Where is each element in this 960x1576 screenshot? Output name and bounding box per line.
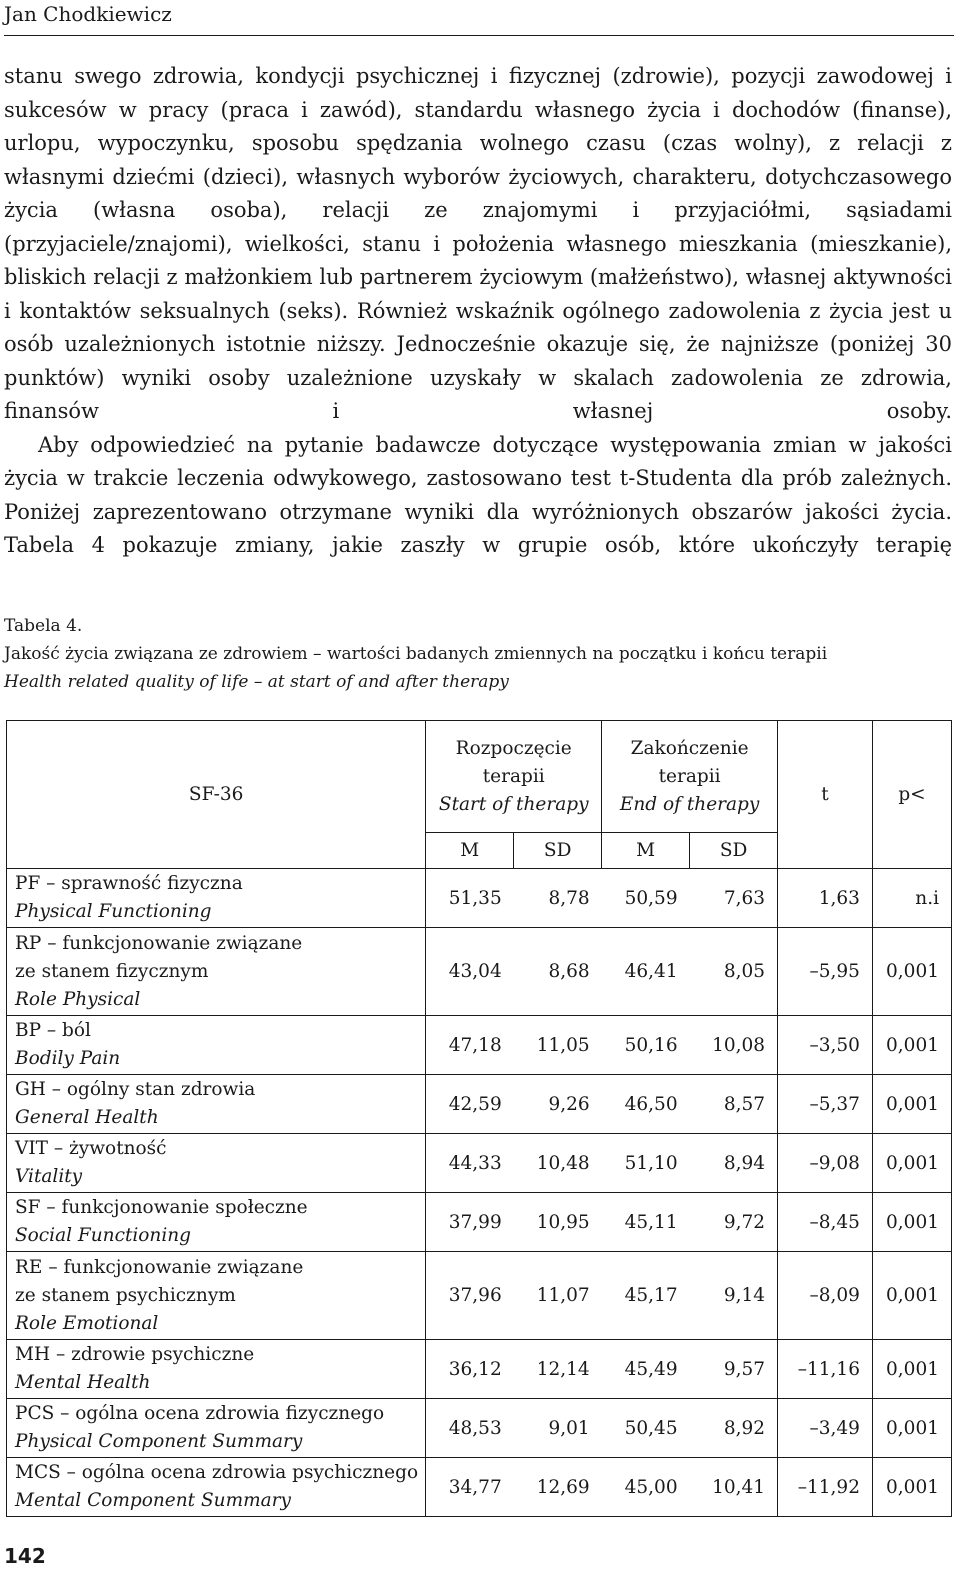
cell-m1: 37,99: [426, 1193, 514, 1252]
table-row: [7, 1399, 952, 1458]
table-row: [7, 1075, 952, 1134]
cell-sd2: 8,92: [690, 1399, 778, 1458]
cell-m2: 45,49: [602, 1340, 690, 1399]
cell-m2: 46,50: [602, 1075, 690, 1134]
cell-p: 0,001: [872, 1252, 951, 1340]
row-label: [7, 1458, 426, 1517]
cell-m1: 36,12: [426, 1340, 514, 1399]
cell-m1: 47,18: [426, 1016, 514, 1075]
table-row: [7, 869, 952, 928]
cell-sd1: 11,07: [514, 1252, 602, 1340]
cell-sd2: 8,57: [690, 1075, 778, 1134]
row-label-pl: MH – zdrowie psychiczne: [15, 1344, 255, 1365]
cell-m1: 44,33: [426, 1134, 514, 1193]
cell-m2: 45,17: [602, 1252, 690, 1340]
cell-p: 0,001: [872, 928, 951, 1016]
cell-p: n.i: [872, 869, 951, 928]
header-t: t: [778, 721, 873, 869]
running-header: [4, 0, 954, 36]
cell-sd2: 9,72: [690, 1193, 778, 1252]
header-start-en: Start of therapy: [438, 793, 589, 815]
cell-sd2: 10,08: [690, 1016, 778, 1075]
cell-m1: 48,53: [426, 1399, 514, 1458]
header-p: p<: [872, 721, 951, 869]
cell-m2: 50,16: [602, 1016, 690, 1075]
header-end-en: End of therapy: [619, 793, 760, 815]
cell-t: 1,63: [778, 869, 873, 928]
cell-m1: 51,35: [426, 869, 514, 928]
cell-m2: 45,00: [602, 1458, 690, 1517]
cell-p: 0,001: [872, 1016, 951, 1075]
cell-p: 0,001: [872, 1193, 951, 1252]
row-label-en: Physical Component Summary: [15, 1431, 303, 1452]
header-sd-start: SD: [514, 833, 602, 869]
cell-p: 0,001: [872, 1075, 951, 1134]
row-label: [7, 1193, 426, 1252]
header-end-pl-2: terapii: [658, 765, 721, 787]
cell-t: –3,49: [778, 1399, 873, 1458]
cell-m1: 37,96: [426, 1252, 514, 1340]
cell-t: –8,45: [778, 1193, 873, 1252]
row-label-pl: ze stanem fizycznym: [15, 960, 209, 982]
cell-m1: 34,77: [426, 1458, 514, 1517]
header-end: [602, 721, 778, 833]
row-label-pl: PF – sprawność fizyczna: [15, 873, 243, 894]
header-m-end: M: [602, 833, 690, 869]
cell-m1: 43,04: [426, 928, 514, 1016]
row-label-en: Role Emotional: [15, 1312, 159, 1334]
header-m-start: M: [426, 833, 514, 869]
cell-p: 0,001: [872, 1134, 951, 1193]
header-sd-end: SD: [690, 833, 778, 869]
row-label-en: Social Functioning: [15, 1225, 192, 1246]
cell-sd1: 12,69: [514, 1458, 602, 1517]
row-label-pl: GH – ogólny stan zdrowia: [15, 1079, 256, 1100]
row-label-pl: SF – funkcjonowanie społeczne: [15, 1197, 308, 1218]
cell-sd1: 8,78: [514, 869, 602, 928]
cell-m2: 50,45: [602, 1399, 690, 1458]
table-row: [7, 1016, 952, 1075]
table-row: [7, 1252, 952, 1340]
table-label: Tabela 4.: [4, 616, 83, 636]
cell-sd2: 10,41: [690, 1458, 778, 1517]
row-label: [7, 1399, 426, 1458]
row-label: [7, 869, 426, 928]
header-end-pl-1: Zakończenie: [630, 737, 749, 759]
cell-t: –3,50: [778, 1016, 873, 1075]
header-scale: SF-36: [7, 721, 426, 869]
cell-m2: 45,11: [602, 1193, 690, 1252]
cell-sd2: 8,94: [690, 1134, 778, 1193]
row-label-en: Mental Health: [15, 1372, 151, 1393]
cell-sd2: 9,57: [690, 1340, 778, 1399]
row-label-en: General Health: [15, 1107, 159, 1128]
row-label-en: Bodily Pain: [15, 1048, 121, 1069]
row-label-pl: BP – ból: [15, 1020, 91, 1041]
row-label-pl: PCS – ogólna ocena zdrowia fizycznego: [15, 1403, 385, 1424]
cell-sd1: 9,01: [514, 1399, 602, 1458]
row-label-pl: ze stanem psychicznym: [15, 1284, 236, 1306]
cell-p: 0,001: [872, 1458, 951, 1517]
cell-sd1: 10,48: [514, 1134, 602, 1193]
row-label-pl: RE – funkcjonowanie związane: [15, 1256, 304, 1278]
row-label: [7, 928, 426, 1016]
cell-sd1: 12,14: [514, 1340, 602, 1399]
cell-sd2: 7,63: [690, 869, 778, 928]
row-label: [7, 1134, 426, 1193]
cell-t: –8,09: [778, 1252, 873, 1340]
row-label: [7, 1252, 426, 1340]
table-title-en: Health related quality of life – at start of and after therapy: [4, 672, 509, 692]
cell-t: –5,95: [778, 928, 873, 1016]
cell-sd2: 8,05: [690, 928, 778, 1016]
row-label: [7, 1016, 426, 1075]
table-caption: [4, 612, 954, 696]
cell-t: –5,37: [778, 1075, 873, 1134]
row-label: [7, 1075, 426, 1134]
header-start-pl-2: terapii: [482, 765, 545, 787]
header-start-pl-1: Rozpoczęcie: [455, 737, 572, 759]
cell-sd1: 8,68: [514, 928, 602, 1016]
cell-t: –11,92: [778, 1458, 873, 1517]
cell-sd1: 11,05: [514, 1016, 602, 1075]
row-label-pl: MCS – ogólna ocena zdrowia psychicznego: [15, 1462, 419, 1483]
table-title-pl: Jakość życia związana ze zdrowiem – wartości badanych zmiennych na początku i końcu terapii: [4, 644, 828, 664]
cell-t: –11,16: [778, 1340, 873, 1399]
table-row: [7, 1193, 952, 1252]
row-label-en: Physical Functioning: [15, 901, 212, 922]
cell-m2: 51,10: [602, 1134, 690, 1193]
row-label-en: Role Physical: [15, 988, 141, 1010]
table-body: [7, 869, 952, 1517]
table-row: [7, 1340, 952, 1399]
paragraph-1: stanu swego zdrowia, kondycji psychicznej i fizycznej (zdrowie), pozycji zawodowej i sukcesów w pracy (praca i zawód), standardu własnego życia i dochodów (finanse), urlopu, wypoczynku, sposobu spędzania wolnego czasu (czas wolny), z relacji z własnymi dziećmi (dzieci), własnych wyborów życiowych, charakteru, dotychczasowego życia (własna osoba), relacji ze znajomymi i przyjaciółmi, sąsiadami (przyjaciele/znajomi), wielkości, stanu i położenia własnego mieszkania (mieszkanie), bliskich relacji z małżonkiem lub partnerem życiowym (małżeństwo), własnej aktywności i kontaktów seksualnych (seks). Również wskaźnik ogólnego zadowolenia z życia jest u osób uzależnionych istotnie niższy. Jednocześnie okazuje się, że najniższe (poniżej 30 punktów) wyniki osoby uzależnione uzyskały w skalach zadowolenia ze zdrowia, finansów i własnej osoby.: [4, 64, 952, 423]
header-author: Jan Chodkiewicz: [4, 2, 172, 26]
cell-m1: 42,59: [426, 1075, 514, 1134]
row-label-en: Mental Component Summary: [15, 1490, 291, 1511]
paragraph-2: Aby odpowiedzieć na pytanie badawcze dotyczące występowania zmian w jakości życia w trakcie leczenia odwykowego, zastosowano test t-Studenta dla prób zależnych. Poniżej zaprezentowano otrzymane wyniki dla wyróżnionych obszarów jakości życia. Tabela 4 pokazuje zmiany, jakie zaszły w grupie osób, które ukończyły terapię: [4, 432, 952, 557]
cell-sd1: 9,26: [514, 1075, 602, 1134]
body-text: [4, 60, 952, 563]
table-row: [7, 1458, 952, 1517]
cell-p: 0,001: [872, 1399, 951, 1458]
page-number: 142: [4, 1544, 46, 1568]
cell-sd2: 9,14: [690, 1252, 778, 1340]
table-row: [7, 928, 952, 1016]
row-label-pl: RP – funkcjonowanie związane: [15, 932, 303, 954]
cell-p: 0,001: [872, 1340, 951, 1399]
results-table: [6, 720, 952, 1517]
cell-sd1: 10,95: [514, 1193, 602, 1252]
cell-m2: 46,41: [602, 928, 690, 1016]
row-label-en: Vitality: [15, 1166, 83, 1187]
row-label: [7, 1340, 426, 1399]
row-label-pl: VIT – żywotność: [15, 1138, 167, 1159]
table-row: [7, 1134, 952, 1193]
cell-t: –9,08: [778, 1134, 873, 1193]
header-start: [426, 721, 602, 833]
cell-m2: 50,59: [602, 869, 690, 928]
